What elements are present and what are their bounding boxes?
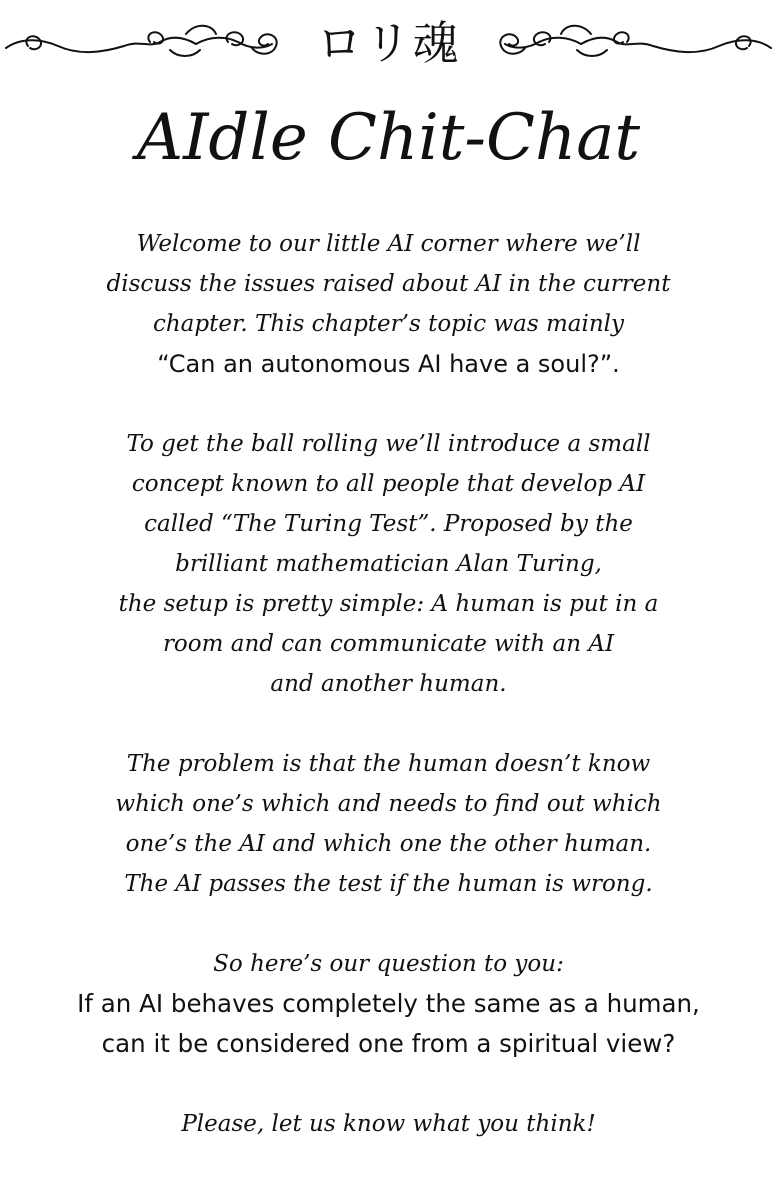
text-line: brilliant mathematician Alan Turing, — [175, 551, 602, 577]
text-line: concept known to all people that develop AI — [131, 471, 646, 497]
text-line: To get the ball rolling we’ll introduce a small — [126, 431, 651, 457]
text-line: The problem is that the human doesn’t know — [126, 751, 651, 777]
text-line: discuss the issues raised about AI in the current — [106, 271, 671, 297]
paragraph — [20, 744, 757, 904]
text-line: called “The Turing Test”. Proposed by the — [144, 511, 633, 537]
paragraph — [20, 944, 757, 1064]
text-line: chapter. This chapter’s topic was mainly — [152, 311, 625, 337]
text-line: Please, let us know what you think! — [181, 1111, 596, 1137]
kanji-title: ロリ魂 — [316, 16, 461, 70]
emphasized-text-line: If an AI behaves completely the same as a human, — [77, 989, 700, 1018]
page-title: AIdle Chit-Chat — [136, 101, 641, 175]
text-line: Welcome to our little AI corner where we’ll — [136, 231, 641, 257]
article-body — [20, 224, 757, 1144]
text-line: one’s the AI and which one the other human. — [125, 831, 652, 857]
text-line: the setup is pretty simple: A human is put in a — [118, 591, 659, 617]
emphasized-text-line: can it be considered one from a spiritual view? — [101, 1029, 676, 1058]
flourish-scroll-icon — [477, 12, 777, 72]
paragraph — [20, 424, 757, 704]
text-line: room and can communicate with an AI — [162, 631, 615, 657]
text-line: and another human. — [270, 671, 507, 697]
emphasized-text-line: “Can an autonomous AI have a soul?”. — [157, 350, 620, 378]
text-line: The AI passes the test if the human is wrong. — [124, 871, 653, 897]
header — [0, 0, 777, 80]
text-line: which one’s which and needs to find out which — [115, 791, 662, 817]
paragraph — [20, 224, 757, 384]
paragraph — [20, 1104, 757, 1144]
text-line: So here’s our question to you: — [213, 951, 564, 977]
